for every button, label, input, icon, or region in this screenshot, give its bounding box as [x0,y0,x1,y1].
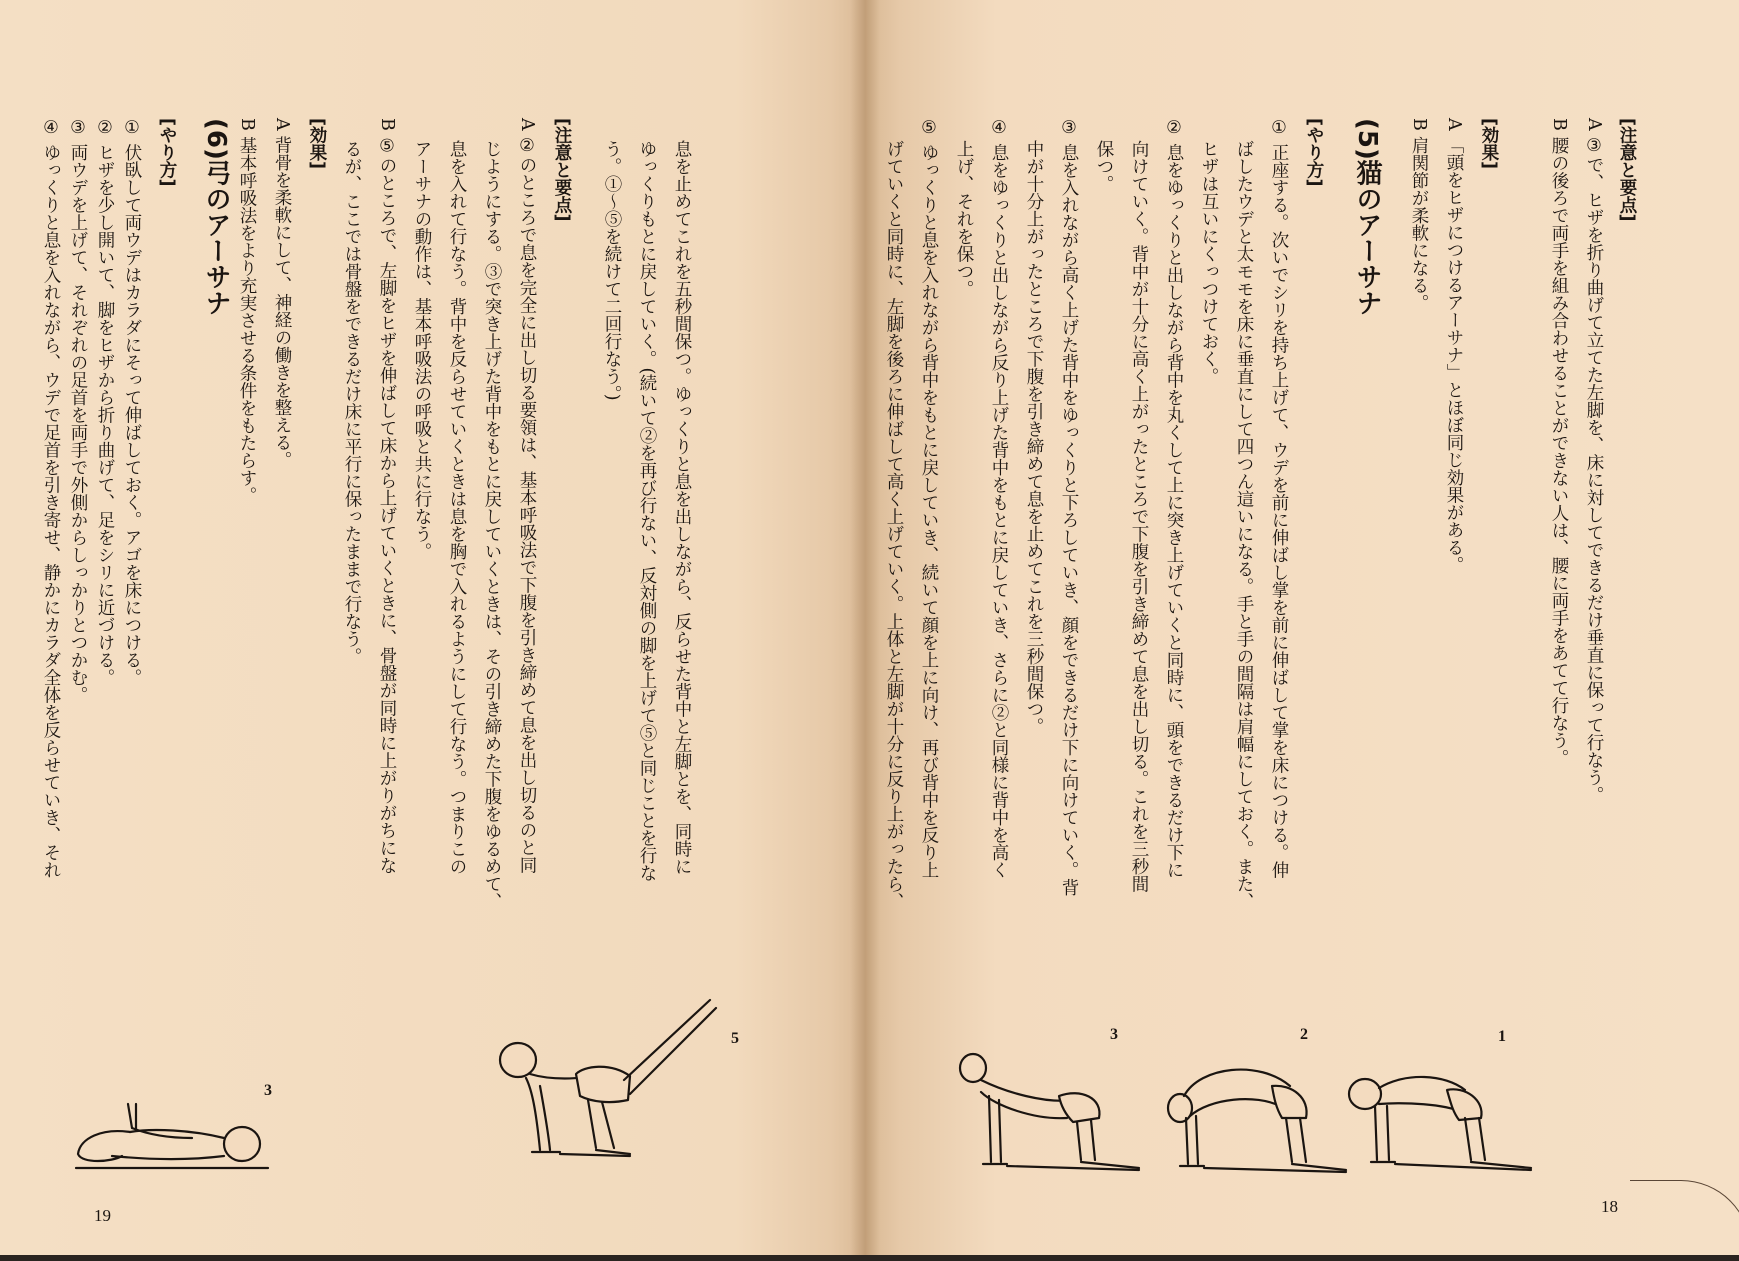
bow-step-line: ④ ゆっくりと息を入れながら、ウデで足首を引き寄せ、静かにカラダ全体を反らせていき、それ [41,118,61,879]
method-heading-18: [やり方] [1304,118,1324,187]
note-line: B ⑤のところで、左脚をヒザを伸ばして床から上げていくときに、骨盤が同時に上がりがちにな [377,118,397,874]
effect-b-19: B 基本呼吸法をより充実させる条件をもたらす。 [237,118,257,504]
effect-a-19: A 背骨を柔軟にして、神経の働きを整える。 [272,118,292,469]
figure-label-3-bow: 3 [264,1082,272,1099]
page-number-19: 19 [94,1206,111,1225]
note-line: るが、ここでは骨盤をできるだけ床に平行に保ったままで行なう。 [342,140,362,665]
step-line: げていくと同時に、左脚を後ろに伸ばして高く上げていく。上体と左脚が十分に反り上がったら、 [884,140,904,910]
cat-pose-figure-1 [1335,1060,1535,1175]
bow-step-line: ③ 両ウデを上げて、それぞれの足首を両手で外側からしっかりとつかむ。 [68,118,88,704]
cat-pose-figure-5 [480,990,720,1170]
figure-label-3: 3 [1110,1026,1118,1043]
bow-step-line: ① 伏臥して両ウデはカラダにそって伸ばしておく。アゴを床につける。 [122,118,142,687]
section-title-cat: (5)猫のアーサナ [1352,118,1382,316]
continuation-line: 息を止めてこれを五秒間保つ。ゆっくりと息を出しながら、反らせた背中と左脚とを、同時に [672,140,692,875]
notes-heading-19: [注意と要点] [552,118,572,222]
step-line: ヒザは互いにくっつけておく。 [1199,140,1219,385]
effects-heading-18: [効果] [1479,118,1499,169]
note-line: じようにする。③で突き上げた背中をもとに戻していくときは、その引き締めた下腹をゆるめて、 [482,140,502,910]
note-line: アーサナの動作は、基本呼吸法の呼吸と共に行なう。 [412,140,432,560]
step-line: 向けていく。背中が十分に高く上がったところで下腹を引き締めて息を出し切る。これを三秒間 [1129,140,1149,893]
continuation-line: ゆっくりもとに戻していく。(続いて②を再び行ない、反対側の脚を上げて⑤と同じことを行な [637,140,657,882]
step-line: 保つ。 [1094,140,1114,193]
step-line: ④ 息をゆっくりと出しながら反り上げた背中をもとに戻していき、さらに②と同様に背中を高く [989,118,1009,879]
note-b-18: B 腰の後ろで両手を組み合わせることができない人は、腰に両手をあてて行なう。 [1549,118,1569,767]
step-line: ⑤ ゆっくりと息を入れながら背中をもとに戻していき、続いて顔を上に向け、再び背中を反り上 [919,118,939,879]
page-number-18: 18 [1601,1197,1618,1216]
cat-pose-figure-2 [1160,1058,1350,1178]
step-line: ① 正座する。次いでシリを持ち上げて、ウデを前に伸ばし掌を前に伸ばして掌を床につける。伸 [1269,118,1289,879]
notes-heading-18: [注意と要点] [1617,118,1637,222]
step-line: 上げ、それを保つ。 [954,140,974,298]
note-line: 息を入れて行なう。背中を反らせていくときは息を胸で入れるようにして行なう。つまりこの [447,140,467,875]
figure-label-5: 5 [731,1030,739,1047]
cat-pose-figure-3 [955,1048,1145,1178]
figure-label-2: 2 [1300,1026,1308,1043]
figure-label-1: 1 [1498,1028,1506,1045]
effect-a-18: A 「頭をヒザにつけるアーサナ」とほぼ同じ効果がある。 [1444,118,1464,574]
section-title-bow: (6)弓のアーサナ [201,118,231,316]
step-line: ばしたウデと太モモを床に垂直にして四つん這いになる。手と手の間隔は肩幅にしておく。また、 [1234,140,1254,910]
method-heading-19: [やり方] [157,118,177,187]
effect-b-18: B 肩関節が柔軟になる。 [1409,118,1429,312]
bow-step-line: ② ヒザを少し開いて、脚をヒザから折り曲げて、足をシリに近づける。 [95,118,115,687]
step-line: ② 息をゆっくりと出しながら背中を丸くして上に突き上げていくと同時に、頭をできるだけ下に [1164,118,1184,879]
effects-heading-19: [効果] [307,118,327,169]
bow-pose-figure-3 [72,1098,272,1174]
continuation-line: う。①～⑤を続けて二回行なう。) [602,140,622,401]
step-line: ③ 息を入れながら高く上げた背中をゆっくりと下ろしていき、顔をできるだけ下に向けていく。背 [1059,118,1079,897]
note-line: A ②のところで息を完全に出し切る要領は、基本呼吸法で下腹を引き締めて息を出し切るのと同 [517,118,537,874]
step-line: 中が十分上がったところで下腹を引き締めて息を止めてこれを三秒間保つ。 [1024,140,1044,735]
note-a-18: A ③で、ヒザを折り曲げて立てた左脚を、床に対してできるだけ垂直に保って行なう。 [1584,118,1604,804]
